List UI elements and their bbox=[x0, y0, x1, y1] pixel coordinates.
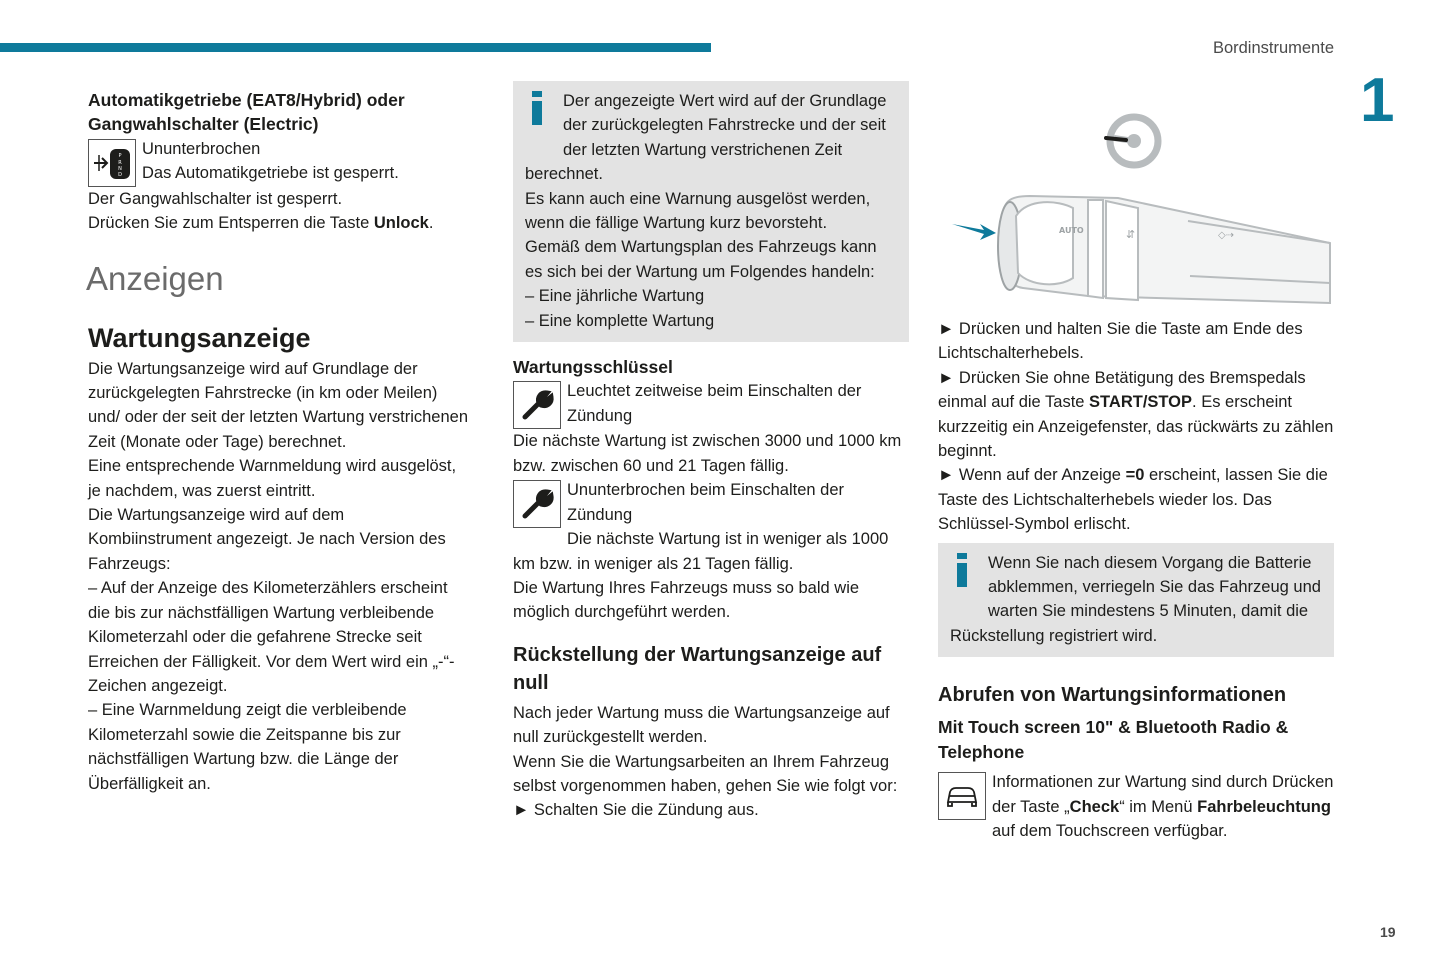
maintenance-para-3: Die Wartungsanzeige wird auf dem Kombiinstrument angezeigt. Je nach Version des Fahrzeugs: bbox=[88, 506, 446, 573]
gearbox-status-block bbox=[88, 137, 468, 187]
maintenance-para-1: Die Wartungsanzeige wird auf Grundlage der zurückgelegten Fahrstrecke (in km oder Meilen) und/ oder der seit der letzten Wartung verstrichenen Zeit (Monate oder Tage) berechnet. bbox=[88, 359, 469, 451]
maintenance-dash-1: – Auf der Anzeige des Kilometerzählers erscheint die bis zur nächstfälligen Wartung verbleibende Kilometerzahl oder die gefahrene Strecke seit Erreichen der Fälligkeit. Vor dem Wert wird ein „-“-Zeichen angezeigt. bbox=[88, 579, 455, 695]
column-right bbox=[938, 88, 1334, 843]
maintenance-dash-2: – Eine Warnmeldung zeigt die verbleibende Kilometerzahl sowie die Zeitspanne bis zur nächstfälligen Wartung bzw. die Länge der Überfälligkeit an. bbox=[88, 701, 407, 793]
gear-selector-lock-icon bbox=[88, 139, 136, 187]
svg-text:P: P bbox=[118, 152, 122, 159]
battery-info-text: Wenn Sie nach diesem Vorgang die Batterie abklemmen, verriegeln Sie das Fahrzeug und warten Sie mindestens 5 Minuten, damit die Rückstellung registriert wird. bbox=[950, 553, 1321, 645]
svg-text:N: N bbox=[118, 165, 122, 172]
key-1-text: Leuchtet zeitweise beim Einschalten der Zündung bbox=[567, 382, 862, 425]
info-icon bbox=[950, 553, 974, 601]
info-box-battery bbox=[938, 543, 1334, 658]
info-line-3: Gemäß dem Wartungsplan des Fahrzeugs kann es sich bei der Wartung um Folgendes handeln: bbox=[525, 238, 877, 281]
key-2-detail: Die nächste Wartung ist in weniger als 1000 km bzw. in weniger als 21 Tagen fällig. bbox=[513, 530, 889, 573]
reset-step-1: ► Schalten Sie die Zündung aus. bbox=[513, 801, 759, 820]
maintenance-para-2: Eine entsprechende Warnmeldung wird ausgelöst, je nachdem, was zuerst eintritt. bbox=[88, 457, 457, 500]
chapter-number: 1 bbox=[1360, 66, 1395, 135]
steering-wheel-icon bbox=[1106, 117, 1158, 165]
key-2-note: Die Wartung Ihres Fahrzeugs muss so bald wie möglich durchgeführt werden. bbox=[513, 578, 860, 622]
figure-auto-label: AUTO bbox=[1059, 226, 1084, 235]
step-4: ► Wenn auf der Anzeige =0 erscheint, lassen Sie die Taste des Lichtschalterhebels wieder los. Das Schlüssel-Symbol erlischt. bbox=[938, 466, 1328, 534]
info-line-2: Es kann auch eine Warnung ausgelöst werden, wenn die fällige Wartung kurz bevorsteht. bbox=[525, 189, 871, 233]
check-key: Check bbox=[1069, 797, 1120, 816]
page-number: 19 bbox=[1380, 924, 1396, 940]
info-dash-1: – Eine jährliche Wartung bbox=[525, 287, 705, 306]
chapter-title: Bordinstrumente bbox=[1212, 39, 1334, 57]
key-block-1 bbox=[513, 379, 909, 429]
unlock-instruction: Drücken Sie zum Entsperren die Taste Unlock. bbox=[88, 214, 434, 233]
svg-text:⇵: ⇵ bbox=[1126, 228, 1136, 241]
touch-info: Informationen zur Wartung sind durch Drücken der Taste „Check“ im Menü Fahrbeleuchtung auf dem Touchscreen verfügbar. bbox=[992, 773, 1334, 840]
key-block-2 bbox=[513, 478, 909, 527]
info-line-1: Der angezeigte Wert wird auf der Grundlage der zurückgelegten Fahrstrecke und der seit der letzten Wartung verstrichenen Zeit berechnet. bbox=[525, 92, 887, 184]
step-2: ► Drücken und halten Sie die Taste am Ende des Lichtschalterhebels. bbox=[938, 320, 1303, 363]
wrench-icon bbox=[513, 381, 561, 429]
gearbox-line-1: Das Automatikgetriebe ist gesperrt. bbox=[142, 164, 399, 183]
wrench-icon bbox=[513, 480, 561, 528]
touch-heading: Mit Touch screen 10" & Bluetooth Radio & Telephone bbox=[938, 717, 1289, 762]
unlock-key: Unlock bbox=[373, 214, 429, 233]
info-icon bbox=[525, 91, 549, 139]
reset-heading: Rückstellung der Wartungsanzeige auf null bbox=[513, 643, 882, 694]
column-middle bbox=[513, 81, 909, 823]
gearbox-status: Ununterbrochen bbox=[142, 139, 261, 158]
column-left bbox=[88, 88, 468, 796]
section-title: Anzeigen bbox=[86, 259, 224, 297]
key-heading: Wartungsschlüssel bbox=[513, 357, 673, 378]
svg-text:◇⇢: ◇⇢ bbox=[1218, 230, 1235, 241]
touch-block bbox=[938, 770, 1334, 843]
info-dash-2: – Eine komplette Wartung bbox=[525, 311, 715, 330]
lighting-menu: Fahrbeleuchtung bbox=[1197, 797, 1331, 816]
info-box-calculation bbox=[513, 81, 909, 342]
key-2-text: Ununterbrochen beim Einschalten der Zündung bbox=[567, 481, 844, 524]
svg-text:R: R bbox=[118, 159, 122, 166]
svg-text:D: D bbox=[118, 171, 122, 178]
zero-value: =0 bbox=[1125, 466, 1145, 485]
chapter-color-bar bbox=[0, 43, 711, 52]
step-3: ► Drücken Sie ohne Betätigung des Bremspedals einmal auf die Taste START/STOP. Es erscheint kurzzeitig ein Anzeigefenster, das rückwärts zu zählen beginnt. bbox=[938, 368, 1334, 461]
reset-para-2: Wenn Sie die Wartungsarbeiten an Ihrem Fahrzeug selbst vorgenommen haben, gehen Sie wie folgt vor: bbox=[513, 752, 898, 795]
gearbox-line-2: Der Gangwahlschalter ist gesperrt. bbox=[88, 189, 343, 208]
gearbox-heading: Automatikgetriebe (EAT8/Hybrid) oder Gangwahlschalter (Electric) bbox=[88, 90, 405, 135]
key-1-detail: Die nächste Wartung ist zwischen 3000 und 1000 km bzw. zwischen 60 und 21 Tagen fällig. bbox=[513, 432, 902, 475]
maintenance-title: Wartungsanzeige bbox=[88, 322, 311, 353]
car-icon bbox=[938, 772, 986, 820]
retrieve-heading: Abrufen von Wartungsinformationen bbox=[938, 684, 1287, 707]
light-stalk-illustration bbox=[938, 88, 1334, 313]
start-stop-key: START/STOP bbox=[1089, 393, 1193, 412]
reset-para-1: Nach jeder Wartung muss die Wartungsanzeige auf null zurückgestellt werden. bbox=[513, 703, 890, 747]
